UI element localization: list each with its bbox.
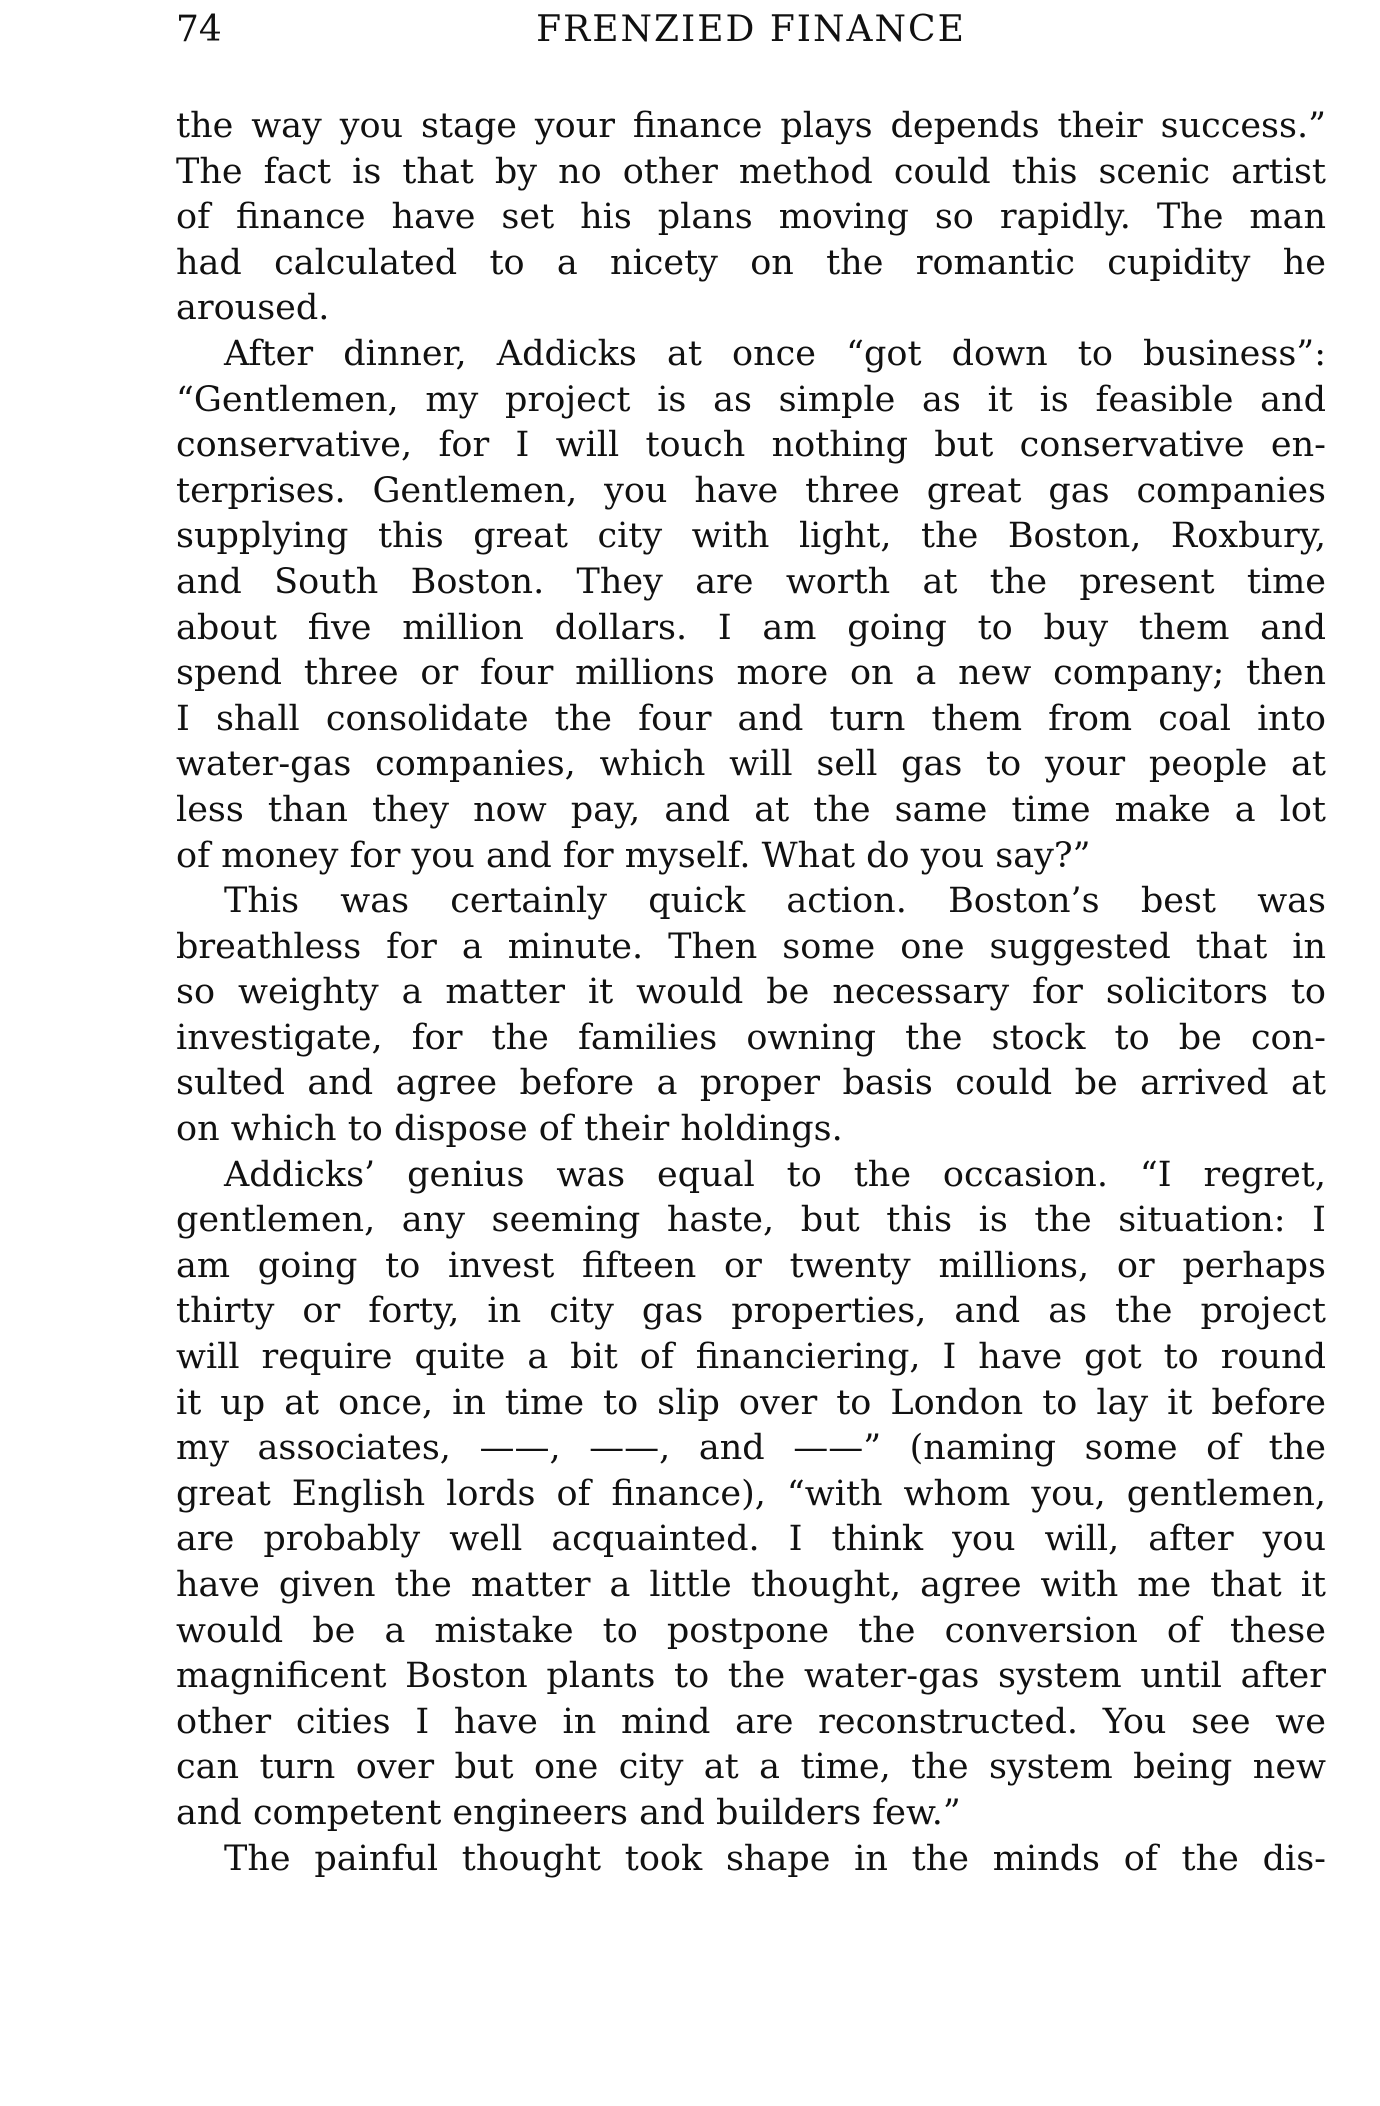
running-title: FRENZIED FINANCE <box>536 9 966 50</box>
text-line: supplying this great city with light, the Boston, Roxbury, <box>176 516 1326 557</box>
text-line: The fact is that by no other method could this scenic artist <box>176 151 1326 192</box>
text-line: After dinner, Addicks at once “got down to business”: <box>224 333 1326 374</box>
text-line: sulted and agree before a proper basis could be arrived at <box>176 1063 1326 1104</box>
text-line: less than they now pay, and at the same time make a lot <box>176 789 1326 830</box>
text-line: Addicks’ genius was equal to the occasion. “I regret, <box>224 1154 1326 1195</box>
text-line: it up at once, in time to slip over to London to lay it before <box>176 1382 1326 1423</box>
text-line: spend three or four millions more on a new company; then <box>176 653 1326 694</box>
text-line: gentlemen, any seeming haste, but this is the situation: I <box>176 1200 1326 1241</box>
text-line: other cities I have in mind are reconstructed. You see we <box>176 1701 1326 1742</box>
text-line: about five million dollars. I am going to buy them and <box>176 607 1326 648</box>
text-line: would be a mistake to postpone the conversion of these <box>176 1610 1326 1651</box>
text-line: of finance have set his plans moving so rapidly. The man <box>176 197 1326 238</box>
body-text <box>176 104 1326 1882</box>
text-line: can turn over but one city at a time, the system being new <box>176 1747 1326 1788</box>
text-line: the way you stage your finance plays depends their success.” <box>176 106 1326 146</box>
text-line: and South Boston. They are worth at the present time <box>176 561 1326 602</box>
text-line: had calculated to a nicety on the romantic cupidity he <box>176 242 1326 283</box>
text-line: so weighty a matter it would be necessary for solicitors to <box>176 972 1326 1013</box>
text-line: are probably well acquainted. I think you will, after you <box>176 1519 1326 1560</box>
text-line: “Gentlemen, my project is as simple as it is feasible and <box>176 379 1326 420</box>
text-line: conservative, for I will touch nothing but conservative en- <box>176 425 1326 466</box>
text-line: water-gas companies, which will sell gas to your people at <box>176 744 1326 785</box>
text-line: magnificent Boston plants to the water-gas system until after <box>176 1656 1326 1697</box>
text-line: The painful thought took shape in the minds of the dis- <box>224 1838 1326 1879</box>
text-line: breathless for a minute. Then some one suggested that in <box>176 926 1326 967</box>
text-line: of money for you and for myself. What do you say?” <box>176 835 1091 876</box>
text-line: This was certainly quick action. Boston’s best was <box>224 881 1326 922</box>
text-line: on which to dispose of their holdings. <box>176 1109 843 1150</box>
text-line: aroused. <box>176 288 330 329</box>
text-line: investigate, for the families owning the stock to be con- <box>176 1017 1326 1058</box>
text-line: am going to invest fifteen or twenty millions, or perhaps <box>176 1245 1326 1286</box>
text-line: have given the matter a little thought, agree with me that it <box>176 1565 1326 1605</box>
text-line: thirty or forty, in city gas properties, and as the project <box>176 1291 1326 1332</box>
text-line: I shall consolidate the four and turn them from coal into <box>176 698 1326 739</box>
text-line: great English lords of finance), “with whom you, gentlemen, <box>176 1473 1326 1514</box>
text-line: terprises. Gentlemen, you have three great gas companies <box>176 470 1326 511</box>
text-line: will require quite a bit of financiering, I have got to round <box>176 1337 1326 1378</box>
page-header <box>176 6 1326 54</box>
text-line: my associates, ——, ——, and ——” (naming some of the <box>176 1428 1326 1469</box>
page-number: 74 <box>176 9 222 50</box>
text-line: and competent engineers and builders few.” <box>176 1792 961 1833</box>
